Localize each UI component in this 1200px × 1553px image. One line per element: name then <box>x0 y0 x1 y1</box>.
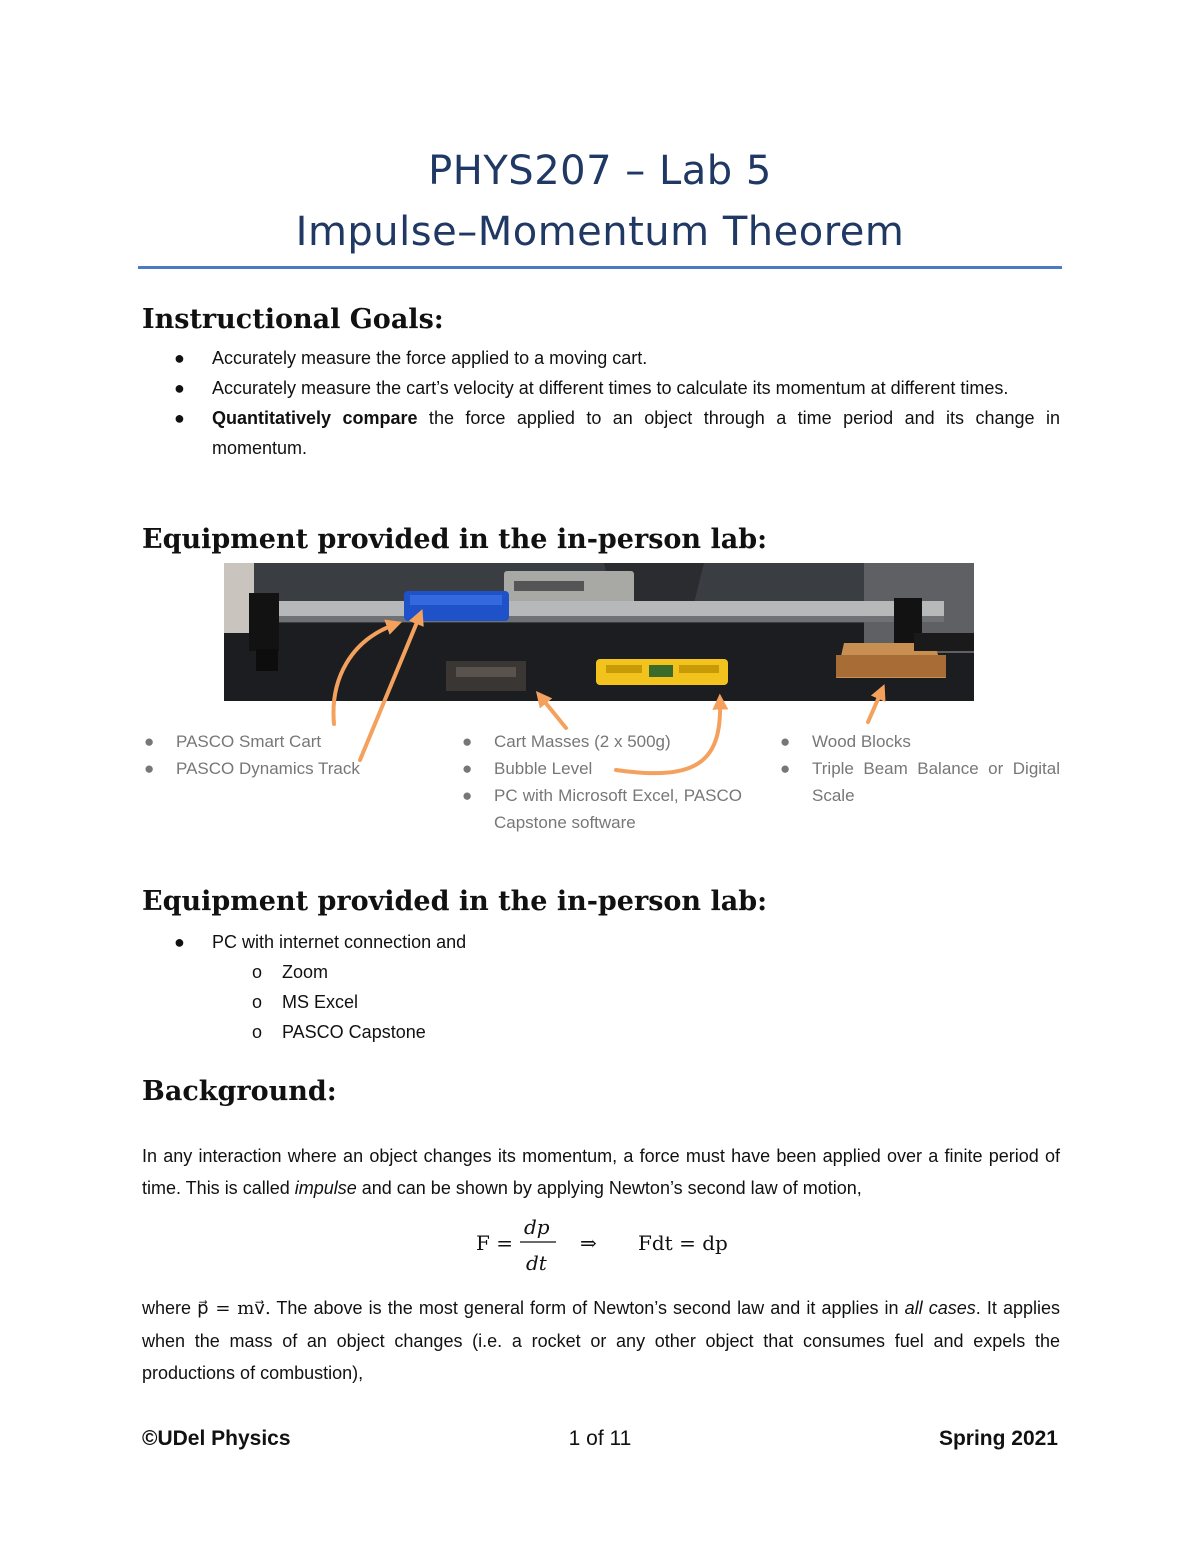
eq-denominator: dt <box>526 1251 547 1275</box>
list-item: ● Cart Masses (2 x 500g) <box>462 732 671 751</box>
title-rule <box>138 266 1062 269</box>
background-paragraph-1: In any interaction where an object changes its momentum, a force must have been applied over a finite period of time. This is called impulse and can be shown by applying Newton’s second law of motion, <box>142 1146 1060 1198</box>
sub-item: o MS Excel <box>252 992 359 1012</box>
newton-equation <box>440 1210 760 1280</box>
list-item: ● PASCO Smart Cart <box>144 732 322 751</box>
list-item: ● Bubble Level <box>462 759 593 778</box>
background-paragraph-2: where p⃗ = mv⃗. The above is the most general form of Newton’s second law and it applies in all cases. It applies when the mass of an object changes (i.e. a rocket or any other object that consumes fuel and expels the productions of combustion), <box>142 1298 1060 1383</box>
list-item: ● PC with internet connection and <box>174 932 467 952</box>
goals-list <box>142 343 1060 463</box>
equipment-column-1 <box>142 728 402 782</box>
equipment-heading-2: Equipment provided in the in-person lab: <box>142 886 768 917</box>
footer-right: Spring 2021 <box>938 1427 1058 1450</box>
goal-item: ● Accurately measure the cart’s velocity at different times to calculate its momentum at different times. <box>174 378 1009 398</box>
page-number: 1 of 11 <box>568 1427 632 1450</box>
goal-item: ● Quantitatively compare the force applied to an object through a time period and its change in momentum. <box>174 408 1060 458</box>
eq-rhs: Fdt = dp <box>638 1231 728 1255</box>
eq-numerator: dp <box>524 1215 550 1239</box>
sub-item: o Zoom <box>252 962 329 982</box>
equipment-heading: Equipment provided in the in-person lab: <box>142 524 768 555</box>
list-item: ● PC with Microsoft Excel, PASCO Capstone software <box>462 786 742 832</box>
sub-item: o PASCO Capstone <box>252 1022 426 1042</box>
title-line-2: Impulse–Momentum Theorem <box>295 209 905 255</box>
online-subitems <box>142 957 426 1047</box>
list-item: ● Wood Blocks <box>780 732 911 751</box>
goals-heading: Instructional Goals: <box>142 304 444 335</box>
equipment-photo <box>224 563 974 701</box>
equipment-column-2 <box>460 728 742 836</box>
eq-arrow: ⇒ <box>580 1231 597 1255</box>
footer-left: ©UDel Physics <box>142 1427 291 1450</box>
list-item: ● Triple Beam Balance or Digital Scale <box>780 759 1060 805</box>
list-item: ● PASCO Dynamics Track <box>144 759 360 778</box>
eq-lhs: F = <box>476 1231 513 1255</box>
title-line-1: PHYS207 – Lab 5 <box>428 148 772 194</box>
equipment-column-3 <box>778 728 1060 809</box>
online-equipment-list <box>142 927 1060 957</box>
background-heading: Background: <box>142 1076 337 1107</box>
goal-item: ● Accurately measure the force applied to a moving cart. <box>174 348 648 368</box>
